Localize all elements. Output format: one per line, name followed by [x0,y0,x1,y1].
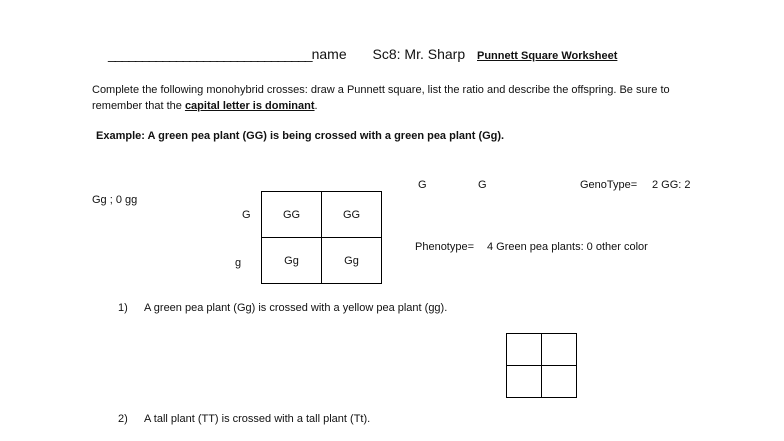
side-allele-2: g [235,257,242,269]
name-label: name [311,46,347,62]
top-allele-2: G [478,179,487,191]
punnett-cell: GG [322,192,382,238]
course-label: Sc8: Mr. Sharp [372,46,466,62]
question-number: 2) [118,413,128,425]
punnett-cell [507,366,542,398]
genotype-value: 2 GG: 2 [652,179,691,191]
genotype-label: GenoType= [580,179,638,191]
punnett-cell [542,366,577,398]
side-allele-1: G [242,209,251,221]
phenotype-value: 4 Green pea plants: 0 other color [487,241,648,253]
punnett-cell: Gg [262,238,322,284]
question-number: 1) [118,302,128,314]
punnett-cell: Gg [322,238,382,284]
punnett-cell: GG [262,192,322,238]
phenotype-label: Phenotype= [415,241,475,253]
worksheet-header [108,46,617,62]
instructions-emphasis: capital letter is dominant [184,100,315,112]
question-2 [118,413,370,425]
example-prompt: Example: A green pea plant (GG) is being crossed with a green pea plant (Gg). [96,130,505,142]
worksheet-title: Punnett Square Worksheet [477,50,618,62]
question-1 [118,302,447,314]
instructions-text: Complete the following monohybrid crosses: draw a Punnett square, list the ratio and describe the offspring. Be sure to remember that the [92,84,670,112]
punnett-cell [542,334,577,366]
instructions-end: . [314,100,318,112]
empty-punnett-square [506,333,577,398]
top-allele-1: G [418,179,427,191]
name-blank-line: ______________________________ [108,46,312,62]
genotype-value-wrap: Gg ; 0 gg [92,194,138,206]
example-punnett-square [261,191,382,284]
punnett-cell [507,334,542,366]
question-text: A tall plant (TT) is crossed with a tall plant (Tt). [144,413,371,425]
question-text: A green pea plant (Gg) is crossed with a yellow pea plant (gg). [144,302,448,314]
instructions [92,82,702,114]
